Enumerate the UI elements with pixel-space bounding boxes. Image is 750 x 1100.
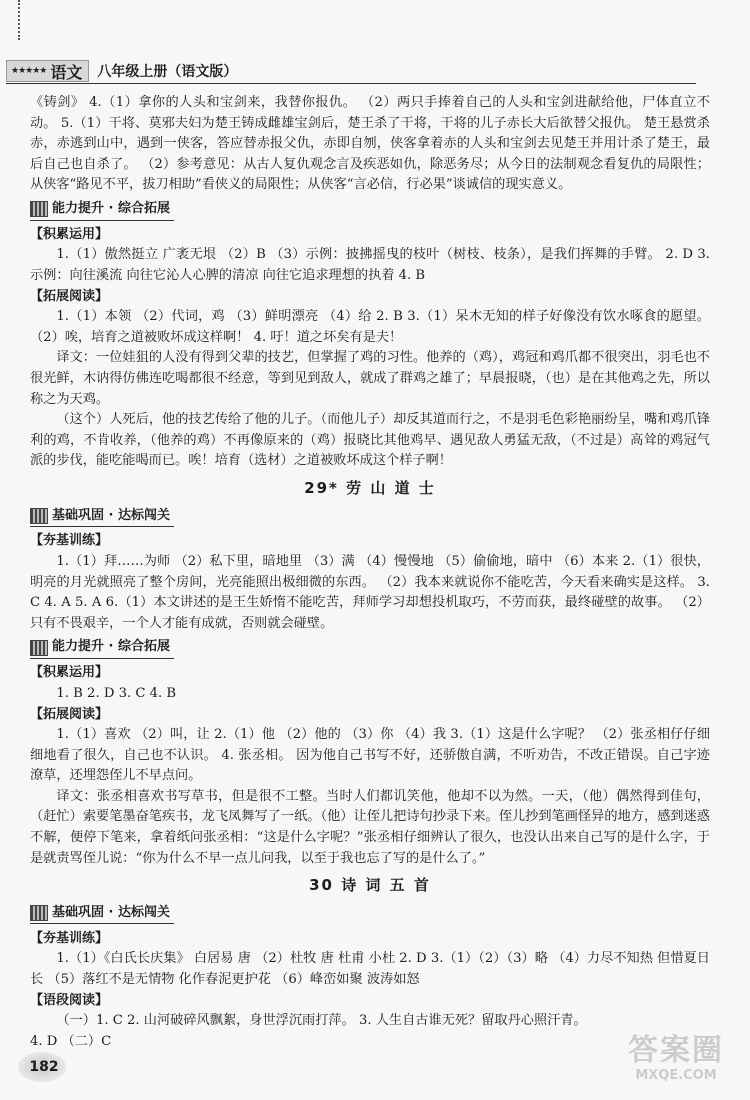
lesson-title: 30 诗 词 五 首: [309, 876, 431, 895]
page-header: [6, 60, 586, 82]
grade-label: 八年级上册（语文版）: [97, 64, 238, 80]
section-banner: [30, 903, 174, 925]
section-banner: [30, 637, 174, 659]
answer-paragraph: 1.（1）《白氏长庆集》 白居易 唐 （2）杜牧 唐 杜甫 小杜 2. D 3.（1）（2）（3）略 （4）力尽不知热 但惜夏日长 （5）落红不是无情物 化作春泥更护花 （6）峰峦如聚 波涛如怒: [30, 951, 710, 987]
lesson-title: 29* 劳 山 道 士: [304, 478, 436, 497]
section-banner: [30, 506, 174, 528]
banner-icon: [30, 201, 48, 217]
binding-dots: [18, 0, 20, 40]
subject-label: 语文: [50, 62, 83, 82]
banner-icon: [30, 508, 48, 524]
banner-icon: [30, 905, 48, 921]
subsection-heading: 【夯基训练】: [30, 930, 109, 946]
answer-content: [30, 93, 710, 1052]
subsection-heading: 【语段阅读】: [30, 992, 109, 1008]
answer-paragraph: 《铸剑》 4.（1）拿你的人头和宝剑来，我替你报仇。 （2）两只手捧着自己的人头和宝剑进献给他，尸体直立不动。 5.（1）干将、莫邪夫妇为楚王铸成雌雄宝剑后，楚王杀了干将，干将的儿子赤长大后欲替父报仇。 楚王悬赏杀赤，赤逃到山中，遇到一侠客，答应替赤报父仇，赤即自刎，侠客拿着赤的人头和宝剑去见楚王并用计杀了楚王，最后自己也自杀了。 （2）参考意见：从古人复仇观念言及疾恶如仇，除恶务尽；从今日的法制观念看复仇的局限性；从侠客“路见不平，拔刀相助”看侠义的局限性；从侠客“言必信，行必果”谈诚信的现实意义。: [30, 95, 710, 193]
subject-tag: [6, 60, 89, 82]
watermark-logo: 答案圈: [628, 1033, 724, 1068]
subsection-heading: 【拓展阅读】: [30, 706, 109, 722]
answer-paragraph: 译文：张丞相喜欢书写草书，但是很不工整。当时人们都讥笑他，他却不以为然。一天，（他）偶然得到佳句，（赶忙）索要笔墨奋笔疾书，龙飞凤舞写了一纸。（他）让侄儿把诗句抄录下来。侄儿抄到笔画怪异的地方，感到迷惑不解，便停下笔来，拿着纸问张丞相：“这是什么字呢？”张丞相仔细辨认了很久，也没认出来自己写的是什么字，于是就责骂侄儿说：“你为什么不早一点儿问我，以至于我也忘了写的是什么了。”: [30, 788, 710, 866]
page-number: 182: [24, 1052, 64, 1082]
section-banner: [30, 199, 174, 221]
answer-paragraph: 4. D （二）C: [30, 1033, 112, 1049]
answer-paragraph: 1. B 2. D 3. C 4. B: [56, 685, 177, 701]
answer-paragraph: 译文：一位娃狙的人没有得到父辈的技艺，但掌握了鸡的习性。他养的（鸡），鸡冠和鸡爪都不很突出，羽毛也不很光鲜，木讷得仿佛连吃喝都很不经意，等到见到敌人，就成了群鸡之雄了；早晨报晓，（也）是在其他鸡之先，所以称之为天鸡。: [30, 350, 710, 407]
banner-label: 能力提升 · 综合拓展: [52, 200, 170, 216]
banner-label: 基础巩固 · 达标闯关: [52, 507, 170, 523]
star-rating: ★★★★★: [11, 66, 47, 76]
banner-label: 基础巩固 · 达标闯关: [52, 904, 170, 920]
answer-paragraph: 1.（1）本领 （2）代词，鸡 （3）鲜明漂亮 （4）给 2. B 3.（1）呆木无知的样子好像没有饮水啄食的愿望。 （2）唉，培育之道被败坏成这样啊！ 4. 吁！道之坏矣有是夫！: [30, 309, 710, 345]
subsection-heading: 【拓展阅读】: [30, 288, 109, 304]
answer-paragraph: （一）1. C 2. 山河破碎风飘絮，身世浮沉雨打萍。 3. 人生自古谁无死？留取丹心照汗青。: [56, 1013, 587, 1029]
answer-paragraph: 1.（1）喜欢 （2）叫，让 2.（1）他 （2）他的 （3）你 （4）我 3.（1）这是什么字呢？ （2）张丞相仔仔细细地看了很久，自己也不认识。 4. 张丞相。 因为他自己书写不好，还骄傲自满，不听劝告，不改正错误。自己字迹潦草，还埋怨侄儿不早点问。: [30, 727, 710, 784]
subsection-heading: 【积累运用】: [30, 665, 109, 681]
header-rule: [6, 83, 696, 84]
answer-paragraph: （这个）人死后，他的技艺传给了他的儿子。（而他儿子）却反其道而行之，不是羽毛色彩艳丽纷呈，嘴和鸡爪锋利的鸡，不肯收养，（他养的鸡）不再像原来的（鸡）报晓比其他鸡早、遇见敌人勇猛无敌，（不过是）高耸的鸡冠气派的步伐，能吃能喝而已。唉！培育（选材）之道被败坏成这个样子啊！: [30, 412, 710, 469]
banner-icon: [30, 640, 48, 656]
subsection-heading: 【积累运用】: [30, 226, 109, 242]
watermark-url: MXQE.COM: [635, 1068, 717, 1083]
subsection-heading: 【夯基训练】: [30, 533, 109, 549]
banner-label: 能力提升 · 综合拓展: [52, 639, 170, 655]
answer-paragraph: 1.（1）傲然挺立 广袤无垠 （2）B （3）示例：披拂摇曳的枝叶（树枝、枝条），是我们挥舞的手臂。 2. D 3. 示例：向往溪流 向往它沁人心脾的清凉 向往它追求理想的执着 4. B: [30, 247, 710, 284]
answer-paragraph: 1.（1）拜……为师 （2）私下里，暗地里 （3）满 （4）慢慢地 （5）偷偷地，暗中 （6）本来 2.（1）很快，明亮的月光就照亮了整个房间，光亮能照出极细微的东西。 （2）我本来就说你不能吃苦，今天看来确实是这样。 3. C 4. A 5. A 6.（1）本文讲述的是王生娇惰不能吃苦，拜师学习却想投机取巧，不劳而获，最终碰壁的故事。 （2）只有不畏艰辛，一个人才能有成就，否则就会碰壁。: [30, 554, 710, 631]
watermark: [616, 1034, 736, 1094]
